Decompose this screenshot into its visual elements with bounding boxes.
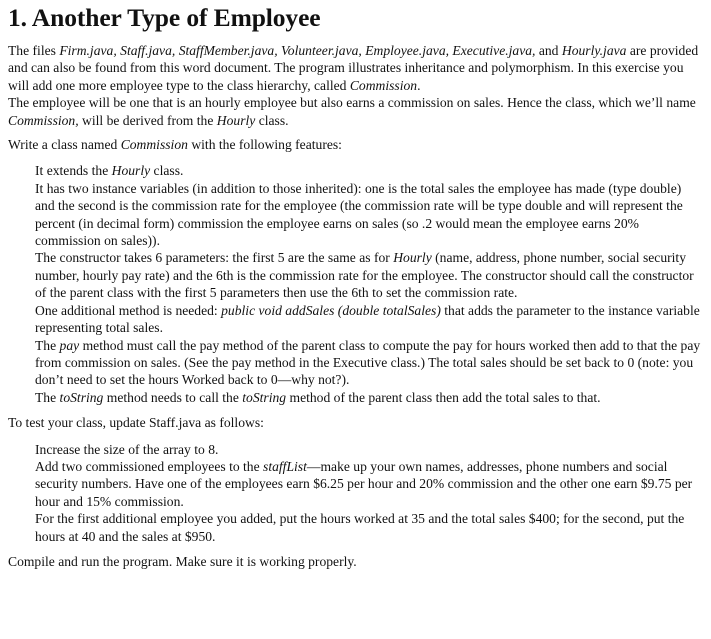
file-firm: Firm.java, [59, 43, 117, 58]
intro-text-1: The files [8, 43, 60, 58]
class-hourly: Hourly [216, 112, 256, 128]
method-signature: public void addSales (double totalSales) [221, 302, 441, 318]
feature-item: It has two instance variables (in addition to those inherited): one is the total sales the employee has made (type double) and the second is the commission rate for the employee (the commission rate will be type double and will represent the percent (in decimal form) commission the employee earns on sales (so .2 would mean the employee earns 20% commission on sales)). [35, 180, 683, 249]
intro-text-4: . [417, 77, 421, 93]
file-executive: Executive.java, [452, 43, 536, 58]
steps-list [8, 441, 703, 545]
features-list [8, 162, 703, 406]
step-item: Increase the size of the array to 8. [35, 441, 219, 457]
closing-instruction: Compile and run the program. Make sure it is working properly. [8, 553, 357, 569]
feature-item: The toString method needs to call the toString method of the parent class then add the total sales to that. [35, 389, 601, 405]
feature-item: It extends the Hourly class. [35, 163, 184, 179]
feature-item: The constructor takes 6 parameters: the first 5 are the same as for Hourly (name, address, phone number, social security number, hourly pay rate) and the 6th is the commission rate for the employee. The constructor should call the constructor of the parent class with the first 5 parameters then use the 6th to set the commission rate. [35, 250, 694, 301]
file-staff: Staff.java, [120, 43, 176, 58]
step-item: Add two commissioned employees to the staffList—make up your own names, addresses, phone numbers and social security numbers. Have one of the employees earn $6.25 per hour and 20% commission and the other one earn $9.75 per hour and 15% commission. [35, 458, 693, 509]
file-hourly: Hourly.java [561, 43, 627, 58]
feature-item: One additional method is needed: public void addSales (double totalSales) that adds the parameter to the instance variable representing total sales. [35, 302, 700, 336]
test-instruction: To test your class, update Staff.java as follows: [8, 415, 264, 431]
class-commission: Commission [349, 77, 418, 93]
class-commission-name: Commission, [8, 112, 79, 128]
step-item: For the first additional employee you added, put the hours worked at 35 and the total sales $400; for the second, put the hours at 40 and the sales at $950. [35, 511, 685, 544]
intro-text-2: and [535, 43, 559, 58]
description-paragraph: The employee will be one that is an hourly employee but also earns a commission on sales. Hence the class, which we’ll name Commission, will be derived from the Hourly class. [8, 95, 696, 128]
file-employee: Employee.java, [365, 43, 450, 58]
write-instruction: Write a class named Commission with the following features: [8, 137, 342, 153]
file-volunteer: Volunteer.java, [281, 43, 362, 58]
feature-item: The pay method must call the pay method of the parent class to compute the pay for hours worked then add to that the pay from commission on sales. (See the pay method in the Executive class.) The total sales should be set back to 0 (note: you don’t need to set the hours Worked back to 0—why not?). [35, 337, 701, 388]
intro-text-3: are provided and can also be found from this word document. The program illustrates inheritance and polymorphism. In this exercise you will add one more employee type to the class hierarchy, called [8, 43, 699, 93]
document-title: 1. Another Type of Employee [8, 3, 321, 32]
file-staffmember: StaffMember.java, [178, 43, 278, 58]
intro-paragraph [8, 42, 703, 94]
